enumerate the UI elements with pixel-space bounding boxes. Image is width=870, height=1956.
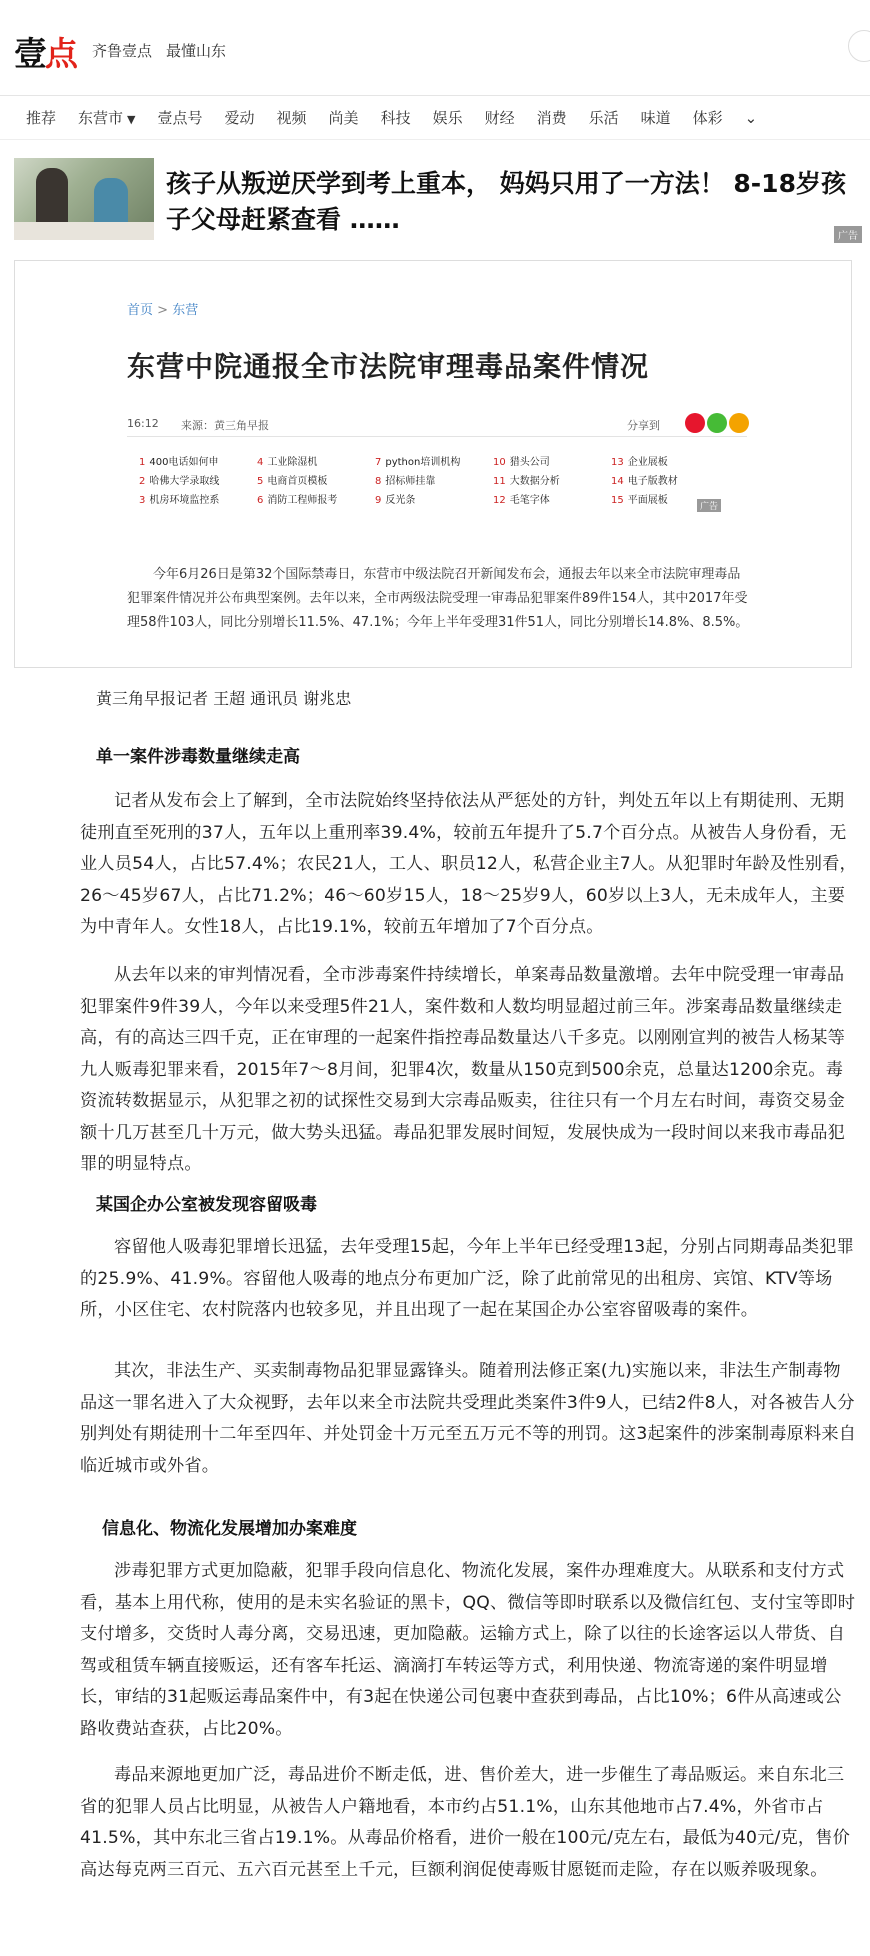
slogan-primary: 齐鲁壹点 [92,42,153,60]
article-paragraph: 其次，非法生产、买卖制毒物品犯罪显露锋头。随着刑法修正案(九)实施以来，非法生产制毒物品这一罪名进入了大众视野，去年以来全市法院共受理此类案件3件9人，已结2件8人，对各被告人分别判处有期徒刑十二年至四年、并处罚金十万元至五万元不等的刑罚。这3起案件的涉案制毒原料来自临近城市或外省。 [80,1361,857,1476]
nav-item-dongying[interactable] [78,107,135,128]
links-row [139,491,729,510]
section-heading: 某国企办公室被发现容留吸毒 [96,1195,317,1215]
article-paragraph: 容留他人吸毒犯罪增长迅猛，去年受理15起，今年上半年已经受理13起，分别占同期毒品类犯罪的25.9%、41.9%。容留他人吸毒的地点分布更加广泛，除了此前常见的出租房、宾馆、KTV等场所，小区住宅、农村院落内也较多见，并且出现了一起在某国企办公室容留吸毒的案件。 [80,1237,855,1320]
ad-image [14,158,154,240]
embedded-article-title: 东营中院通报全市法院审理毒品案件情况 [127,350,650,383]
sponsored-link[interactable]: 7 python培训机构 [375,457,461,468]
links-row [139,472,729,491]
sponsored-link[interactable]: 1 400电话如何申 [139,457,219,468]
section-heading: 单一案件涉毒数量继续走高 [96,747,300,767]
embedded-article-screenshot [14,260,852,668]
links-row [139,453,729,472]
sponsored-link[interactable]: 14 电子版教材 [611,476,678,487]
embedded-intro-paragraph: 今年6月26日是第32个国际禁毒日，东营市中级法院召开新闻发布会，通报去年以来全市法院审理毒品犯罪案件情况并公布典型案例。去年以来，全市两级法院受理一审毒品犯罪案件89件154人，其中2017年受理58件103人，同比分别增长11.5%、47.1%；今年上半年受理31件51人，同比分别增长14.8%、8.5%。 [127,567,749,630]
caret-down-icon: ▼ [127,113,136,126]
nav-item-dongying-label: 东营市 [78,109,124,127]
section-heading: 信息化、物流化发展增加办案难度 [102,1519,357,1539]
article-source: 来源：黄三角早报 [181,419,269,432]
nav-item-shangmei[interactable]: 尚美 [328,109,359,127]
nav-item-taste[interactable]: 味道 [640,109,671,127]
article-paragraph: 记者从发布会上了解到，全市法院始终坚持依法从严惩处的方针，判处五年以上有期徒刑、无期徒刑直至死刑的37人，五年以上重刑率39.4%，较前五年提升了5.7个百分点。从被告人身份看，无业人员54人，占比57.4%；农民21人，工人、职员12人，私营企业主7人。从犯罪时年龄及性别看，26～45岁67人，占比71.2%；46～60岁15人，18～25岁9人，60岁以上3人，无未成年人，主要为中青年人。女性18人，占比19.1%，较前五年增加了7个百分点。 [80,791,857,937]
nav-item-aidong[interactable]: 爱动 [224,109,255,127]
nav-item-finance[interactable]: 财经 [484,109,515,127]
nav-item-recommend[interactable]: 推荐 [26,109,57,127]
sponsored-link[interactable]: 5 电商首页模板 [257,476,328,487]
nav-item-tech[interactable]: 科技 [380,109,411,127]
publish-time: 16:12 [127,417,159,430]
sponsored-link[interactable]: 2 哈佛大学录取线 [139,476,220,487]
sponsored-link[interactable]: 15 平面展板 [611,495,668,506]
sponsored-link[interactable]: 11 大数据分析 [493,476,560,487]
qzone-share-icon[interactable] [729,413,749,433]
sponsored-link[interactable]: 12 毛笔字体 [493,495,550,506]
logo-text: 壹点 [14,33,76,73]
article-paragraph: 涉毒犯罪方式更加隐蔽，犯罪手段向信息化、物流化发展，案件办理难度大。从联系和支付方式看，基本上用代称，使用的是未实名验证的黑卡，QQ、微信等即时联系以及微信红包、支付宝等即时支付增多，交货时人毒分离，交易迅速，更加隐蔽。运输方式上，除了以往的长途客运以人带货、自驾或租赁车辆直接贩运，还有客车托运、滴滴打车转运等方式，利用快递、物流寄递的案件明显增长，审结的31起贩运毒品案件中，有3起在快递公司包裹中查获到毒品，占比10%；6件从高速或公路收费站查获，占比20%。 [80,1561,856,1739]
nav-item-lehuo[interactable]: 乐活 [588,109,619,127]
nav-item-video[interactable]: 视频 [276,109,307,127]
article-paragraph: 毒品来源地更加广泛，毒品进价不断走低，进、售价差大，进一步催生了毒品贩运。来自东北三省的犯罪人员占比明显，从被告人户籍地看，本市约占51.1%，山东其他地市占7.4%，外省市占41.5%，其中东北三省占19.1%。从毒品价格看，进价一般在100元/克左右，最低为40元/克，售价高达每克两三百元、五六百元甚至上千元，巨额利润促使毒贩甘愿铤而走险，存在以贩养吸现象。 [80,1765,851,1880]
nav-item-entertainment[interactable]: 娱乐 [432,109,463,127]
links-ad-tag: 广告 [697,499,721,512]
sponsored-link[interactable]: 8 招标师挂靠 [375,476,436,487]
sponsored-link[interactable]: 10 猎头公司 [493,457,550,468]
ad-banner[interactable] [14,158,858,242]
channel-nav [0,96,870,140]
sponsored-link[interactable]: 3 机房环境监控系 [139,495,220,506]
site-slogan [92,40,226,61]
sponsored-link[interactable]: 6 消防工程师报考 [257,495,338,506]
article-meta [127,413,747,437]
sponsored-link[interactable]: 9 反光条 [375,495,416,506]
site-logo[interactable] [14,33,76,73]
ad-title[interactable]: 孩子从叛逆厌学到考上重本， 妈妈只用了一方法！ 8-18岁孩子父母赶紧查看 …… [166,169,846,234]
share-label: 分享到 [627,419,660,432]
nav-item-consumer[interactable]: 消费 [536,109,567,127]
article-paragraph: 从去年以来的审判情况看，全市涉毒案件持续增长，单案毒品数量激增。去年中院受理一审毒品犯罪案件9件39人，今年以来受理5件21人，案件数和人数均明显超过前三年。涉案毒品数量继续走高，有的高达三四千克，正在审理的一起案件指控毒品数量达八千多克。以刚刚宣判的被告人杨某等九人贩毒犯罪来看，2015年7～8月间，犯罪4次，数量从150克到500余克，总量达1200余克。毒资流转数据显示，从犯罪之初的试探性交易到大宗毒品贩卖，往往只有一个月左右时间，毒资交易金额十几万甚至几十万元，做大势头迅猛。毒品犯罪发展时间短，发展快成为一段时间以来我市毒品犯罪的明显特点。 [80,965,846,1174]
weibo-share-icon[interactable] [685,413,705,433]
nav-item-yidianhao[interactable]: 壹点号 [157,109,203,127]
breadcrumb-separator: > [157,303,169,318]
top-header [0,0,870,96]
user-avatar-button[interactable] [848,30,870,62]
slogan-secondary: 最懂山东 [166,42,227,60]
sponsored-link[interactable]: 4 工业除湿机 [257,457,318,468]
wechat-share-icon[interactable] [707,413,727,433]
sponsored-link[interactable]: 13 企业展板 [611,457,668,468]
article-byline: 黄三角早报记者 王超 通讯员 谢兆忠 [96,689,352,708]
sponsored-links [139,453,729,510]
breadcrumb-home[interactable]: 首页 [127,303,154,318]
breadcrumb [127,299,198,318]
ad-tag: 广告 [834,226,862,243]
chevron-down-icon[interactable]: ⌄ [744,108,758,127]
breadcrumb-current[interactable]: 东营 [172,303,199,318]
nav-item-lottery[interactable]: 体彩 [692,109,723,127]
